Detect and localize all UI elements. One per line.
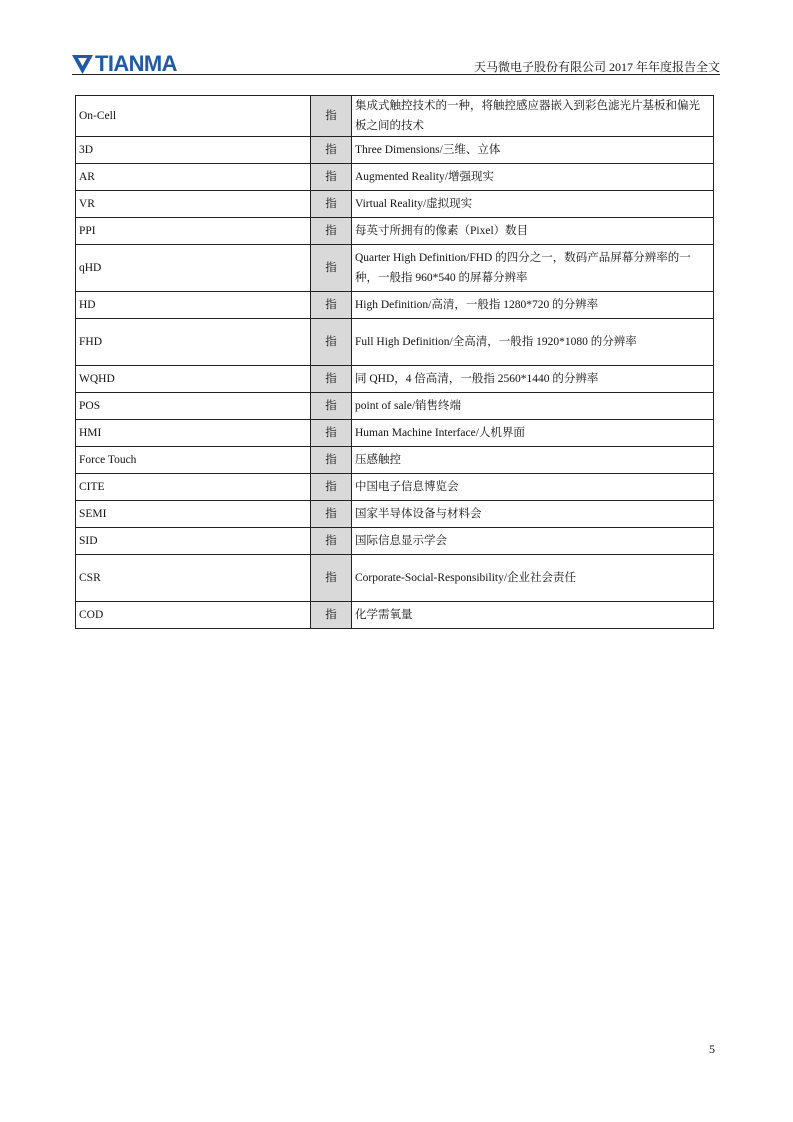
- glossary-term: qHD: [76, 245, 311, 292]
- glossary-definition: Three Dimensions/三维、立体: [352, 137, 714, 164]
- glossary-definition: 国际信息显示学会: [352, 528, 714, 555]
- glossary-term: On-Cell: [76, 96, 311, 137]
- glossary-term: AR: [76, 164, 311, 191]
- glossary-row: [76, 447, 714, 474]
- glossary-refers-to: 指: [311, 191, 352, 218]
- glossary-term: SEMI: [76, 501, 311, 528]
- glossary-refers-to: 指: [311, 393, 352, 420]
- glossary-row: [76, 501, 714, 528]
- glossary-definition: Virtual Reality/虚拟现实: [352, 191, 714, 218]
- glossary-row: [76, 191, 714, 218]
- glossary-definition: Quarter High Definition/FHD 的四分之一，数码产品屏幕分辨率的一种，一般指 960*540 的屏幕分辨率: [352, 245, 714, 292]
- page-header: [72, 50, 720, 76]
- glossary-refers-to: 指: [311, 96, 352, 137]
- glossary-definition: 国家半导体设备与材料会: [352, 501, 714, 528]
- glossary-refers-to: 指: [311, 501, 352, 528]
- glossary-definition: Full High Definition/全高清，一般指 1920*1080 的分辨率: [352, 319, 714, 366]
- glossary-definition: High Definition/高清，一般指 1280*720 的分辨率: [352, 292, 714, 319]
- glossary-definition: point of sale/销售终端: [352, 393, 714, 420]
- glossary-term: CSR: [76, 555, 311, 602]
- glossary-term: PPI: [76, 218, 311, 245]
- glossary-refers-to: 指: [311, 447, 352, 474]
- glossary-row: [76, 164, 714, 191]
- glossary-body: [76, 96, 714, 629]
- glossary-definition: 中国电子信息博览会: [352, 474, 714, 501]
- glossary-term: HD: [76, 292, 311, 319]
- glossary-refers-to: 指: [311, 420, 352, 447]
- tianma-logo-mark-icon: [72, 55, 93, 74]
- glossary-row: [76, 96, 714, 137]
- glossary-definition: 同 QHD，4 倍高清，一般指 2560*1440 的分辨率: [352, 366, 714, 393]
- header-divider: [72, 74, 720, 75]
- glossary-table: [75, 95, 714, 629]
- glossary-row: [76, 245, 714, 292]
- glossary-refers-to: 指: [311, 245, 352, 292]
- glossary-refers-to: 指: [311, 555, 352, 602]
- glossary-definition: 压感触控: [352, 447, 714, 474]
- glossary-term: COD: [76, 602, 311, 629]
- glossary-term: Force Touch: [76, 447, 311, 474]
- glossary-refers-to: 指: [311, 602, 352, 629]
- glossary-row: [76, 218, 714, 245]
- glossary-row: [76, 602, 714, 629]
- glossary-row: [76, 555, 714, 602]
- glossary-refers-to: 指: [311, 292, 352, 319]
- glossary-refers-to: 指: [311, 474, 352, 501]
- glossary-definition: 集成式触控技术的一种，将触控感应器嵌入到彩色滤光片基板和偏光板之间的技术: [352, 96, 714, 137]
- glossary-row: [76, 420, 714, 447]
- glossary-row: [76, 319, 714, 366]
- glossary-definition: 每英寸所拥有的像素（Pixel）数目: [352, 218, 714, 245]
- glossary-refers-to: 指: [311, 528, 352, 555]
- glossary-term: CITE: [76, 474, 311, 501]
- glossary-term: WQHD: [76, 366, 311, 393]
- glossary-definition: Corporate-Social-Responsibility/企业社会责任: [352, 555, 714, 602]
- glossary-refers-to: 指: [311, 137, 352, 164]
- logo-text: TIANMA: [95, 51, 177, 76]
- glossary-row: [76, 393, 714, 420]
- glossary-refers-to: 指: [311, 319, 352, 366]
- glossary-row: [76, 137, 714, 164]
- glossary-definition: Human Machine Interface/人机界面: [352, 420, 714, 447]
- glossary-refers-to: 指: [311, 218, 352, 245]
- glossary-refers-to: 指: [311, 164, 352, 191]
- glossary-row: [76, 292, 714, 319]
- glossary-term: POS: [76, 393, 311, 420]
- glossary-row: [76, 474, 714, 501]
- glossary-term: VR: [76, 191, 311, 218]
- page-number: 5: [709, 1042, 715, 1056]
- glossary-row: [76, 528, 714, 555]
- glossary-refers-to: 指: [311, 366, 352, 393]
- report-title: 天马微电子股份有限公司 2017 年年度报告全文: [473, 60, 720, 74]
- glossary-term: SID: [76, 528, 311, 555]
- glossary-term: 3D: [76, 137, 311, 164]
- glossary-definition: Augmented Reality/增强现实: [352, 164, 714, 191]
- glossary-definition: 化学需氧量: [352, 602, 714, 629]
- glossary-row: [76, 366, 714, 393]
- glossary-term: HMI: [76, 420, 311, 447]
- glossary-term: FHD: [76, 319, 311, 366]
- company-logo: [72, 53, 177, 75]
